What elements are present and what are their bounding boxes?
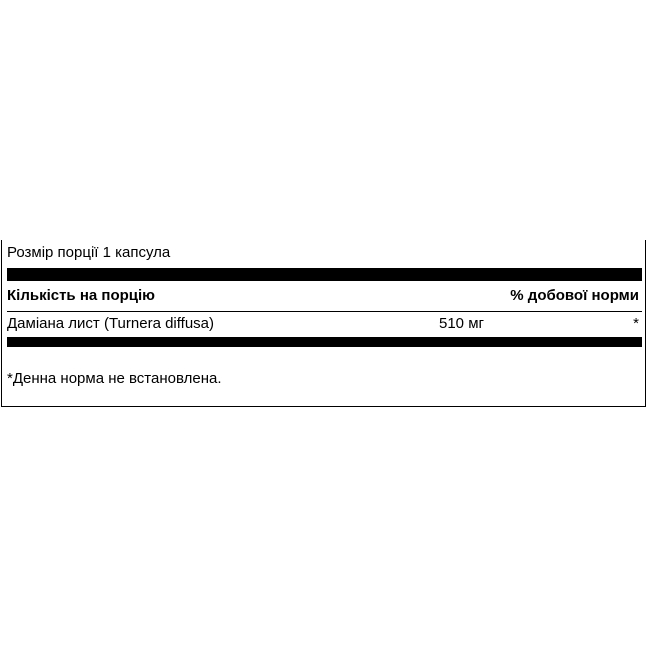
ingredient-name: Даміана лист (Turnera diffusa) xyxy=(7,315,214,332)
ingredient-amount: 510 мг xyxy=(439,315,484,332)
ingredient-daily-value: * xyxy=(633,315,639,332)
amount-per-serving-header: Кількість на порцію xyxy=(7,287,155,304)
header-divider-line xyxy=(7,311,642,312)
bottom-divider-bar xyxy=(7,337,642,347)
top-divider-bar xyxy=(7,268,642,281)
footnote: *Денна норма не встановлена. xyxy=(7,370,222,387)
serving-size: Розмір порції 1 капсула xyxy=(7,244,171,261)
supplement-facts-panel xyxy=(1,240,646,407)
daily-value-header: % добової норми xyxy=(510,287,639,304)
